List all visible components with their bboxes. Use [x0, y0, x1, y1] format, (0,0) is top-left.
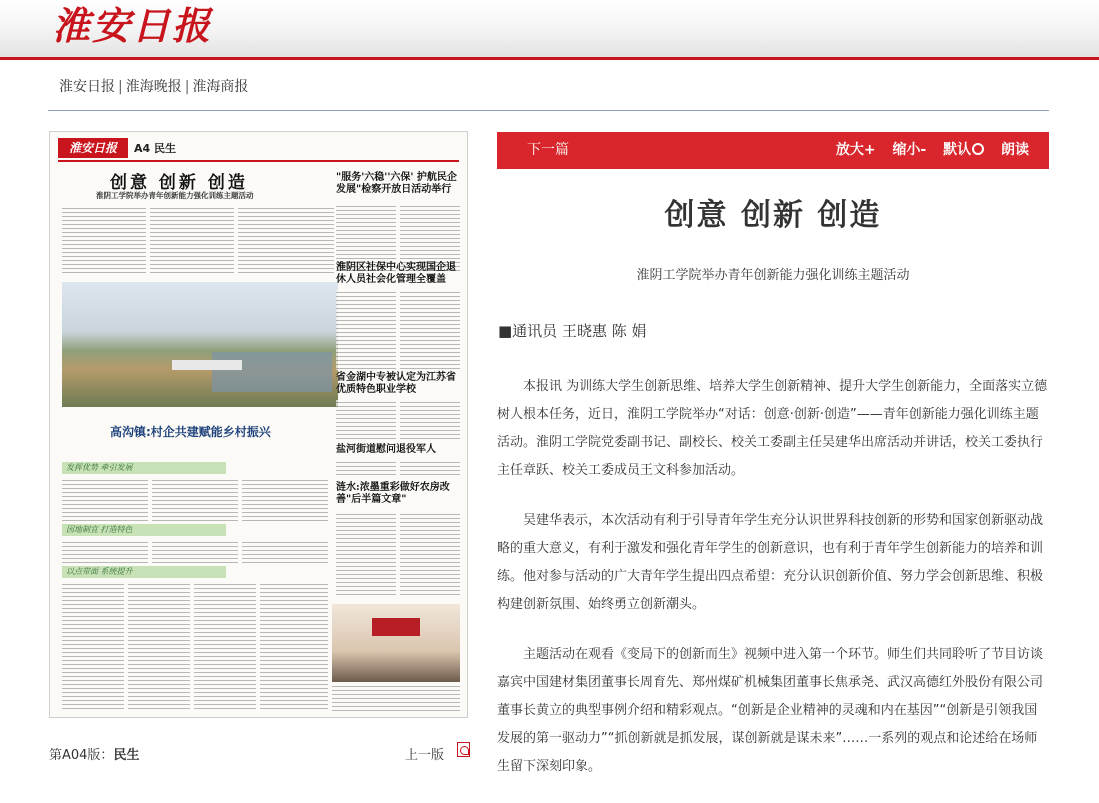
nav-separator: |: [118, 79, 123, 95]
text-column: [62, 206, 146, 276]
photo-banner: [372, 618, 420, 636]
nav-link-huaihai-business[interactable]: 淮海商报: [192, 79, 249, 95]
paper-side-headline[interactable]: 淮阴区社保中心实现国企退休人员社会化管理全覆盖: [336, 262, 456, 285]
paper-feature-headline[interactable]: 高沟镇:村企共建赋能乡村振兴: [110, 425, 271, 439]
article-title: 创意 创新 创造: [664, 198, 882, 233]
paper-logo: 淮安日报: [58, 138, 128, 158]
zoom-out-button[interactable]: 缩小-: [892, 142, 927, 158]
article-paragraph: 主题活动在观看《变局下的创新而生》视频中进入第一个环节。师生们共同聆听了节目访谈嘉宾中国建材集团董事长周育先、郑州煤矿机械集团董事长焦承尧、武汉高德红外股份有限公司董事长黄立的典型事例介绍和精彩观点。“创新是企业精神的灵魂和内在基因”“创新是引领我国发展的第一驱动力”“抓创新就是抓发展，谋创新就是谋未来”……一系列的观点和论述给在场师生留下深刻印象。: [497, 647, 1044, 774]
text-column: [336, 460, 396, 478]
pdf-icon[interactable]: [457, 742, 470, 757]
read-aloud-button[interactable]: 朗读: [1001, 142, 1029, 158]
aerial-photo: [62, 282, 338, 407]
text-column: [150, 206, 234, 276]
text-column: [332, 684, 460, 712]
nav-divider: [48, 110, 1049, 111]
paper-side-headline[interactable]: 省金湖中专被认定为江苏省优质特色职业学校: [336, 372, 456, 395]
masthead: [0, 0, 1099, 60]
text-column: [128, 582, 190, 712]
page-label: [49, 744, 139, 763]
reset-circle-icon: [972, 143, 984, 155]
text-column: [152, 478, 238, 522]
previous-page-link[interactable]: 上一版: [405, 748, 445, 763]
paper-side-headline[interactable]: 涟水:浓墨重彩做好农房改善"后半篇文章": [336, 482, 450, 505]
paper-section-bar: 以点带面 系统提升: [62, 566, 226, 578]
next-article-link[interactable]: 下一篇: [527, 142, 569, 158]
page-section: 民生: [113, 748, 140, 763]
text-column: [62, 540, 148, 566]
nav-link-huaian-daily[interactable]: 淮安日报: [59, 79, 115, 95]
top-nav: [59, 76, 248, 96]
default-size-button[interactable]: [943, 142, 984, 158]
text-column: [152, 540, 238, 566]
paper-section-bar: 发挥优势 牵引发展: [62, 462, 226, 474]
article-subtitle: 淮阴工学院举办青年创新能力强化训练主题活动: [636, 268, 910, 283]
paper-header: [58, 138, 459, 162]
group-photo: [332, 604, 460, 682]
paper-section-bar: 因地制宜 打造特色: [62, 524, 226, 536]
text-column: [400, 460, 460, 478]
photo-bridge: [172, 360, 242, 370]
text-size-tools: [824, 132, 1029, 169]
text-column: [62, 582, 124, 712]
article-paragraph: 本报讯 为训练大学生创新思维、培养大学生创新精神、提升大学生创新能力，全面落实立德树人根本任务，近日，淮阴工学院举办“对话：创意·创新·创造”——青年创新能力强化训练主题活动。淮阴工学院党委副书记、副校长、校关工委副主任吴建华出席活动并讲话，校关工委执行主任章跃、校关工委成员王文科参加活动。: [497, 379, 1048, 478]
paper-subhead: 淮阴工学院举办青年创新能力强化训练主题活动: [96, 191, 254, 200]
article-toolbar: [497, 132, 1049, 169]
text-column: [400, 400, 460, 440]
text-column: [400, 290, 460, 370]
text-column: [400, 512, 460, 598]
article-paragraph: 吴建华表示，本次活动有利于引导青年学生充分认识世界科技创新的形势和国家创新驱动战略的重大意义，有利于激发和强化青年学生的创新意识，也有利于青年学生创新能力的培养和训练。他对参与活动的广大青年学生提出四点希望：充分认识创新价值、努力学会创新思维、积极构建创新氛围、始终勇立创新潮头。: [497, 513, 1044, 612]
zoom-in-button[interactable]: 放大+: [835, 142, 876, 158]
newspaper-page-thumbnail[interactable]: [49, 131, 468, 718]
paper-side-headline[interactable]: "服务'六稳''六保' 护航民企发展"检察开放日活动举行: [336, 172, 457, 195]
nav-separator: |: [184, 79, 190, 95]
text-column: [238, 206, 334, 276]
photo-water: [212, 352, 332, 392]
text-column: [242, 540, 328, 566]
paper-side-headline[interactable]: 盐河街道慰问退役军人: [336, 444, 436, 455]
text-column: [242, 478, 328, 522]
default-size-label: 默认: [943, 142, 972, 158]
text-column: [194, 582, 256, 712]
article-body: [497, 373, 1049, 803]
text-column: [336, 400, 396, 440]
text-column: [336, 290, 396, 370]
site-logo[interactable]: 淮安日报: [52, 3, 213, 48]
text-column: [62, 478, 148, 522]
paper-headline[interactable]: 创意 创新 创造: [110, 173, 248, 193]
text-column: [336, 512, 396, 598]
article-byline: ■通讯员 王晓惠 陈 娟: [498, 322, 647, 340]
paper-section-label: A4 民生: [134, 142, 176, 155]
nav-link-huaihai-evening[interactable]: 淮海晚报: [125, 79, 182, 95]
text-column: [260, 582, 328, 712]
page-prefix: 第A04版：: [49, 748, 114, 763]
